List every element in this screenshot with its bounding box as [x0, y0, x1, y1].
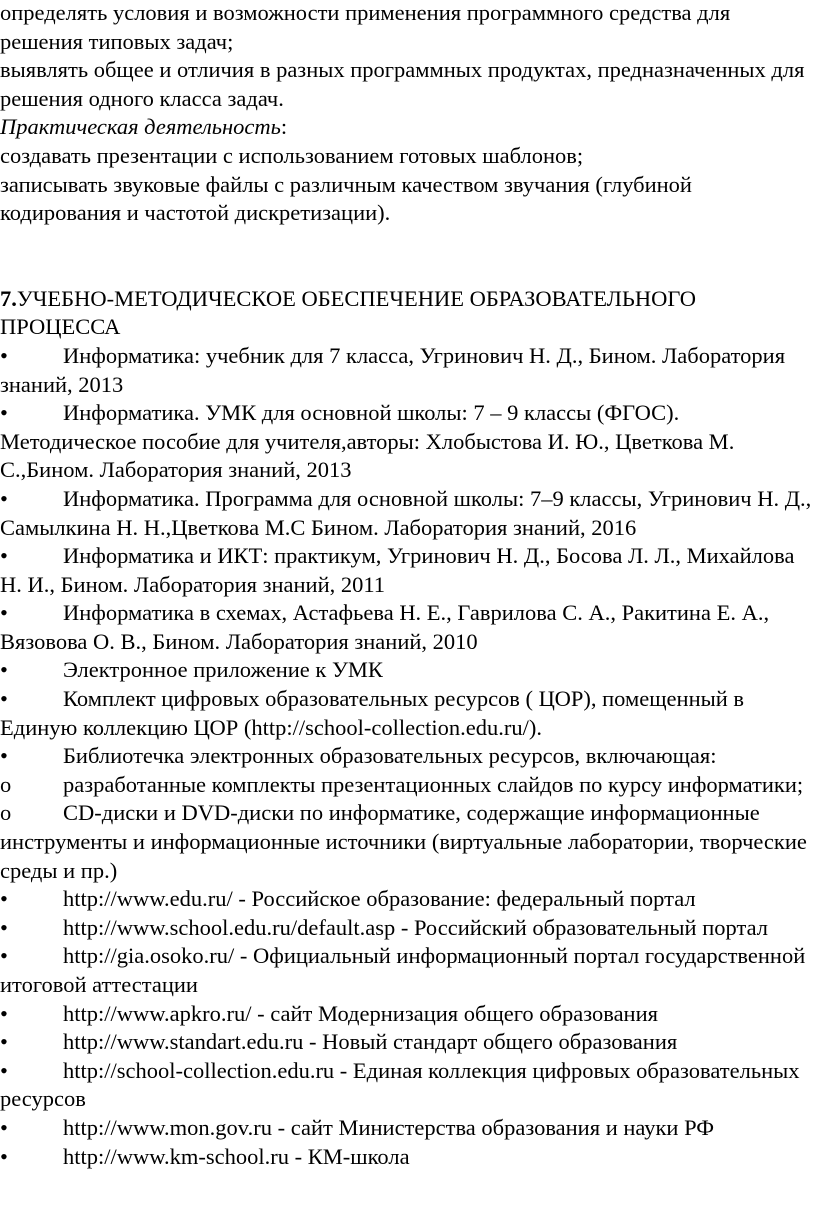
list-item-text: http://www.edu.ru/ - Российское образование: федеральный портал — [63, 886, 696, 912]
list-item — [0, 1057, 816, 1114]
list-item — [0, 1028, 816, 1057]
sub-list-marker: o — [0, 771, 12, 797]
list-marker: • — [0, 743, 8, 769]
section-heading — [0, 285, 816, 342]
list-item-text: Электронное приложение к УМК — [63, 657, 383, 683]
list-item — [0, 485, 816, 542]
practice-heading-line — [0, 113, 816, 142]
intro-line-2: выявлять общее и отличия в разных программных продуктах, предназначенных для решения одного класса задач. — [0, 57, 805, 111]
list-item — [0, 1114, 816, 1143]
list-item — [0, 742, 816, 771]
intro-line-4: записывать звуковые файлы с различным качеством звучания (глубиной кодирования и частотой дискретизации). — [0, 171, 692, 226]
practice-heading: Практическая деятельность — [0, 114, 281, 140]
intro-line-1: определять условия и возможности применения программного средства для решения типовых задач; — [0, 0, 731, 54]
list-item — [0, 885, 816, 914]
list-item-text: http://gia.osoko.ru/ - Официальный информационный портал государственной итоговой аттестации — [0, 943, 806, 997]
list-item-text: Информатика. Программа для основной школы: 7–9 классы, Угринович Н. Д., Самылкина Н. Н.,Цветкова М.С Бином. Лаборатория знаний, 2016 — [0, 485, 812, 540]
list-item — [0, 942, 816, 999]
list-marker: • — [0, 600, 8, 626]
list-marker: • — [0, 914, 8, 940]
list-item-text: http://www.school.edu.ru/default.asp - Российский образовательный портал — [63, 914, 768, 940]
practice-heading-colon: : — [280, 114, 288, 140]
list-marker: • — [0, 1143, 8, 1169]
list-item — [0, 914, 816, 943]
section-title: УЧЕБНО-МЕТОДИЧЕСКОЕ ОБЕСПЕЧЕНИЕ ОБРАЗОВАТЕЛЬНОГО ПРОЦЕССА — [0, 285, 697, 340]
list-marker: • — [0, 485, 8, 511]
list-item-text: http://www.apkro.ru/ - сайт Модернизация общего образования — [63, 1000, 658, 1026]
list-item-text: Информатика: учебник для 7 класса, Угринович Н. Д., Бином. Лаборатория знаний, 2013 — [0, 342, 786, 397]
list-marker: • — [0, 1000, 8, 1026]
list-item-text: Комплект цифровых образовательных ресурсов ( ЦОР), помещенный в Единую коллекцию ЦОР (http://school-collection.edu.ru/). — [0, 686, 745, 740]
paragraph-gap — [0, 228, 816, 285]
list-marker: • — [0, 1114, 8, 1140]
list-marker: • — [0, 943, 8, 969]
list-marker: • — [0, 543, 8, 569]
list-marker: • — [0, 342, 8, 368]
list-marker: • — [0, 1029, 8, 1055]
list-item-text: http://www.standart.edu.ru - Новый стандарт общего образования — [63, 1029, 678, 1055]
list-item-text: разработанные комплекты презентационных слайдов по курсу информатики; — [63, 771, 804, 797]
list-marker: • — [0, 886, 8, 912]
list-item — [0, 656, 816, 685]
section-number: 7. — [0, 285, 17, 311]
list-item — [0, 342, 816, 399]
list-item-text: Информатика и ИКТ: практикум, Угринович Н. Д., Босова Л. Л., Михайлова Н. И., Бином. Лаборатория знаний, 2011 — [0, 543, 795, 597]
list-marker: • — [0, 1057, 8, 1083]
list-marker: • — [0, 657, 8, 683]
sub-list-item — [0, 799, 816, 885]
list-marker: • — [0, 686, 8, 712]
list-item-text: Информатика в схемах, Астафьева Н. Е., Гаврилова С. А., Ракитина Е. А., Вязовова О. В., Бином. Лаборатория знаний, 2010 — [0, 600, 770, 654]
list-item-text: CD-диски и DVD-диски по информатике, содержащие информационные инструменты и информационные источники (виртуальные лаборатории, творческие среды и пр.) — [0, 800, 807, 883]
list-item-text: http://www.km-school.ru - КМ-школа — [63, 1143, 410, 1169]
list-item-text: http://www.mon.gov.ru - сайт Министерства образования и науки РФ — [63, 1114, 714, 1140]
resource-list — [0, 342, 816, 1171]
list-item — [0, 399, 816, 485]
list-item-text: Библиотечка электронных образовательных ресурсов, включающая: — [63, 743, 717, 769]
sub-list-marker: o — [0, 800, 12, 826]
intro-line-3: создавать презентации с использованием готовых шаблонов; — [0, 142, 584, 168]
list-item-text: Информатика. УМК для основной школы: 7 – 9 классы (ФГОС). Методическое пособие для учителя,авторы: Хлобыстова И. Ю., Цветкова М. С.,Бином. Лаборатория знаний, 2013 — [0, 400, 735, 483]
list-item — [0, 685, 816, 742]
list-item — [0, 542, 816, 599]
sub-list-item — [0, 771, 816, 800]
list-item — [0, 1000, 816, 1029]
list-item — [0, 1143, 816, 1172]
list-item-text: http://school-collection.edu.ru - Единая коллекция цифровых образовательных ресурсов — [0, 1057, 800, 1112]
list-marker: • — [0, 400, 8, 426]
list-item — [0, 599, 816, 656]
